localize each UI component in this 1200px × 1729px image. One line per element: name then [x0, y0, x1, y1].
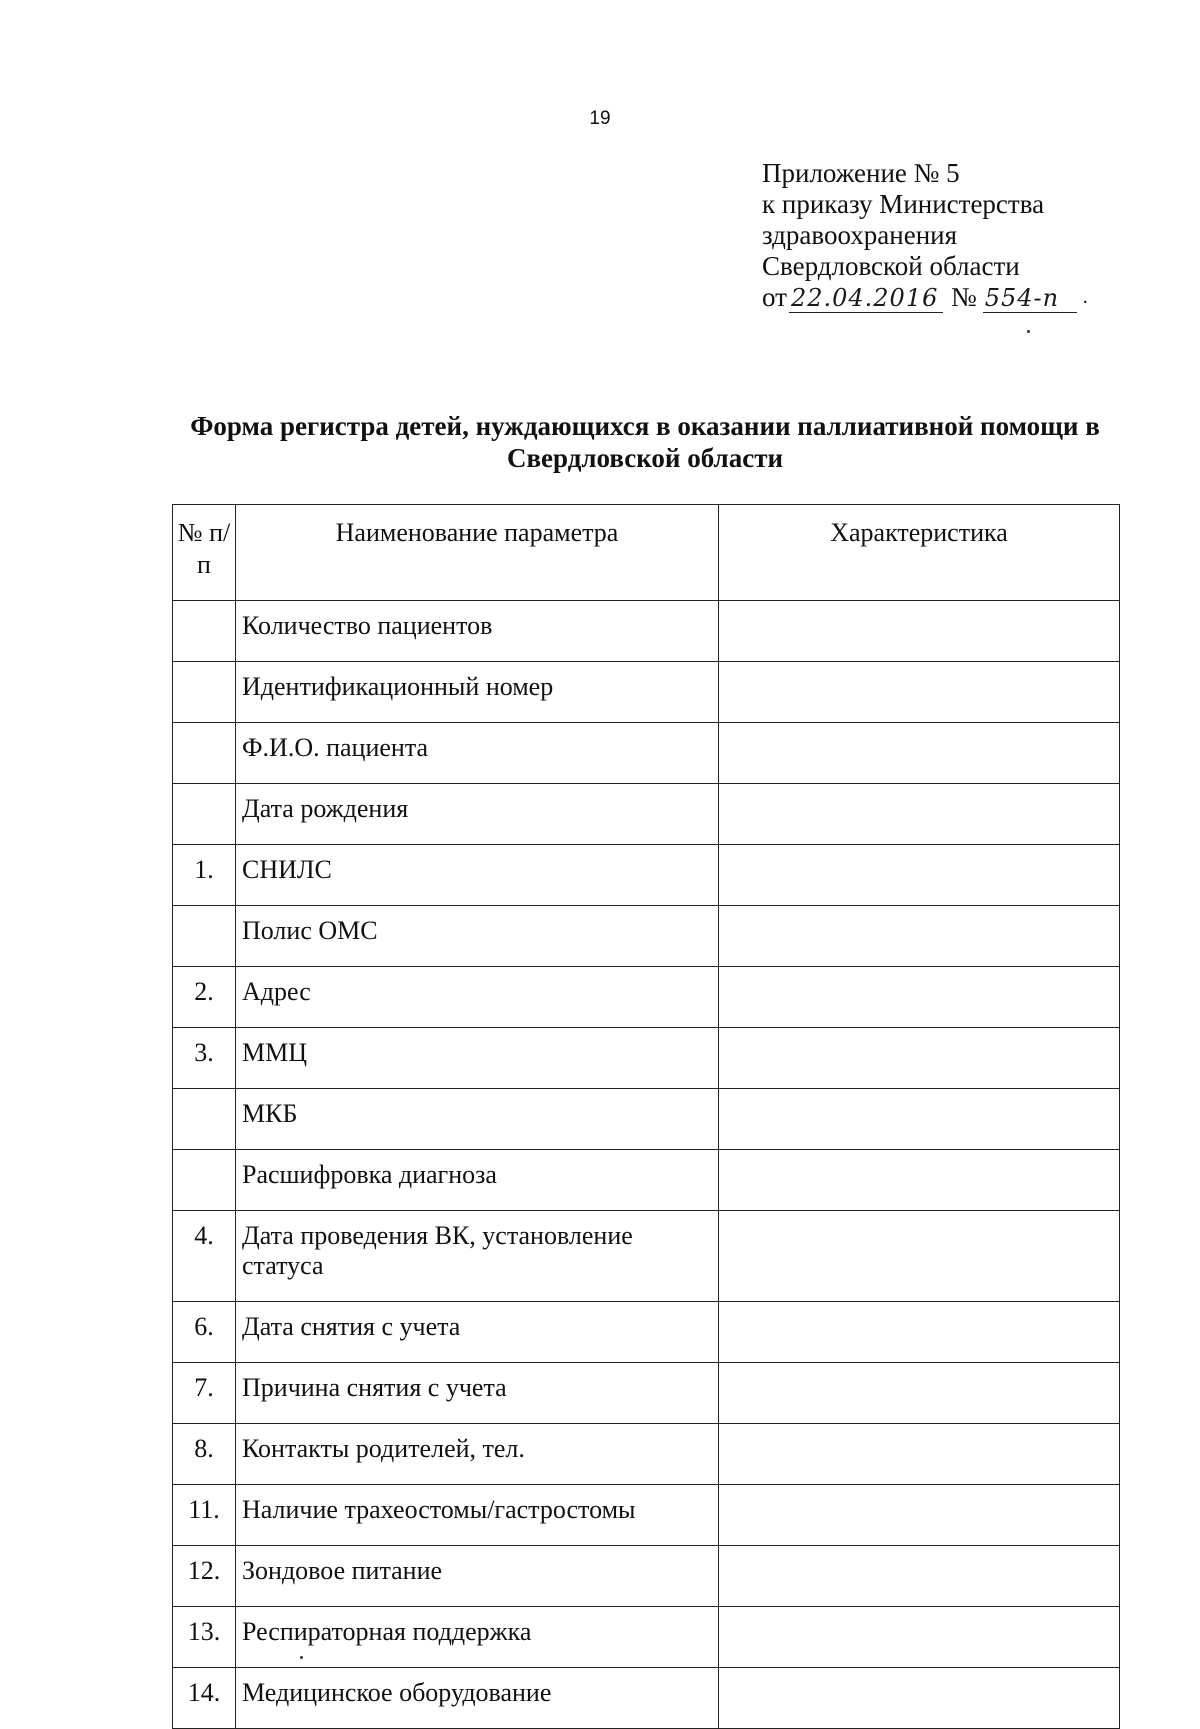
row-number [173, 1089, 236, 1150]
parameter-name: Причина снятия с учета [236, 1363, 719, 1424]
table-header-row [173, 505, 1120, 601]
scan-speck [300, 1656, 303, 1659]
row-number [173, 906, 236, 967]
characteristic-value [719, 784, 1120, 845]
table-row [173, 1546, 1120, 1607]
row-number: 2. [173, 967, 236, 1028]
title-line-2: Свердловской области [506, 443, 784, 473]
table-row [173, 1089, 1120, 1150]
handwritten-order-number: 554-п [983, 286, 1077, 313]
row-number [173, 784, 236, 845]
parameter-name: Контакты родителей, тел. [236, 1424, 719, 1485]
characteristic-value [719, 1302, 1120, 1363]
characteristic-value [719, 723, 1120, 784]
row-number: 7. [173, 1363, 236, 1424]
appendix-line-2: к приказу Министерства [762, 189, 1045, 219]
register-table [172, 504, 1120, 1729]
trailing-dot: . [1082, 286, 1088, 308]
date-prefix: от [762, 282, 787, 312]
row-number: 12. [173, 1546, 236, 1607]
order-date-number-line [762, 282, 1088, 313]
characteristic-value [719, 601, 1120, 662]
table-row [173, 1363, 1120, 1424]
table-row [173, 784, 1120, 845]
table-row [173, 1302, 1120, 1363]
table-row [173, 1668, 1120, 1729]
table-row [173, 723, 1120, 784]
appendix-block [762, 158, 1088, 313]
parameter-name: Идентификационный номер [236, 662, 719, 723]
characteristic-value [719, 1546, 1120, 1607]
characteristic-value [719, 1668, 1120, 1729]
characteristic-value [719, 1028, 1120, 1089]
parameter-name: Расшифровка диагноза [236, 1150, 719, 1211]
header-number: № п/п [173, 505, 236, 601]
row-number: 8. [173, 1424, 236, 1485]
row-number: 4. [173, 1211, 236, 1302]
appendix-line-1: Приложение № 5 [762, 158, 960, 188]
appendix-line-3: здравоохранения [762, 220, 958, 250]
characteristic-value [719, 1363, 1120, 1424]
table-row [173, 1485, 1120, 1546]
parameter-name: Полис ОМС [236, 906, 719, 967]
title-line-1: Форма регистра детей, нуждающихся в оказании паллиативной помощи в [190, 411, 1100, 441]
parameter-name: Количество пациентов [236, 601, 719, 662]
parameter-name: Дата проведения ВК, установление статуса [236, 1211, 719, 1302]
row-number [173, 1150, 236, 1211]
parameter-name: Ф.И.О. пациента [236, 723, 719, 784]
row-number: 14. [173, 1668, 236, 1729]
table-row [173, 1211, 1120, 1302]
row-number: 1. [173, 845, 236, 906]
parameter-name: Медицинское оборудование [236, 1668, 719, 1729]
characteristic-value [719, 1211, 1120, 1302]
number-prefix: № [950, 282, 977, 312]
parameter-name: Зондовое питание [236, 1546, 719, 1607]
table-row [173, 906, 1120, 967]
row-number: 3. [173, 1028, 236, 1089]
characteristic-value [719, 1424, 1120, 1485]
row-number: 13. [173, 1607, 236, 1668]
header-parameter-name: Наименование параметра [236, 505, 719, 601]
row-number: 6. [173, 1302, 236, 1363]
table-row [173, 1607, 1120, 1668]
table-row [173, 601, 1120, 662]
characteristic-value [719, 662, 1120, 723]
characteristic-value [719, 1607, 1120, 1668]
characteristic-value [719, 1485, 1120, 1546]
characteristic-value [719, 906, 1120, 967]
table-body [173, 601, 1120, 1729]
table-row [173, 845, 1120, 906]
characteristic-value [719, 967, 1120, 1028]
row-number [173, 662, 236, 723]
page-number: 19 [589, 108, 611, 129]
appendix-line-4: Свердловской области [762, 251, 1020, 281]
document-title [150, 410, 1140, 474]
handwritten-date: 22.04.2016 [789, 286, 943, 313]
parameter-name: МКБ [236, 1089, 719, 1150]
parameter-name: СНИЛС [236, 845, 719, 906]
parameter-name: Респираторная поддержка [236, 1607, 719, 1668]
table-row [173, 967, 1120, 1028]
parameter-name: ММЦ [236, 1028, 719, 1089]
table-row [173, 1424, 1120, 1485]
row-number: 11. [173, 1485, 236, 1546]
header-characteristic: Характеристика [719, 505, 1120, 601]
parameter-name: Наличие трахеостомы/гастростомы [236, 1485, 719, 1546]
characteristic-value [719, 1150, 1120, 1211]
parameter-name: Дата рождения [236, 784, 719, 845]
parameter-name: Адрес [236, 967, 719, 1028]
scan-speck [1027, 330, 1030, 333]
characteristic-value [719, 1089, 1120, 1150]
row-number [173, 601, 236, 662]
table-row [173, 1150, 1120, 1211]
row-number [173, 723, 236, 784]
characteristic-value [719, 845, 1120, 906]
table-row [173, 1028, 1120, 1089]
table-row [173, 662, 1120, 723]
parameter-name: Дата снятия с учета [236, 1302, 719, 1363]
